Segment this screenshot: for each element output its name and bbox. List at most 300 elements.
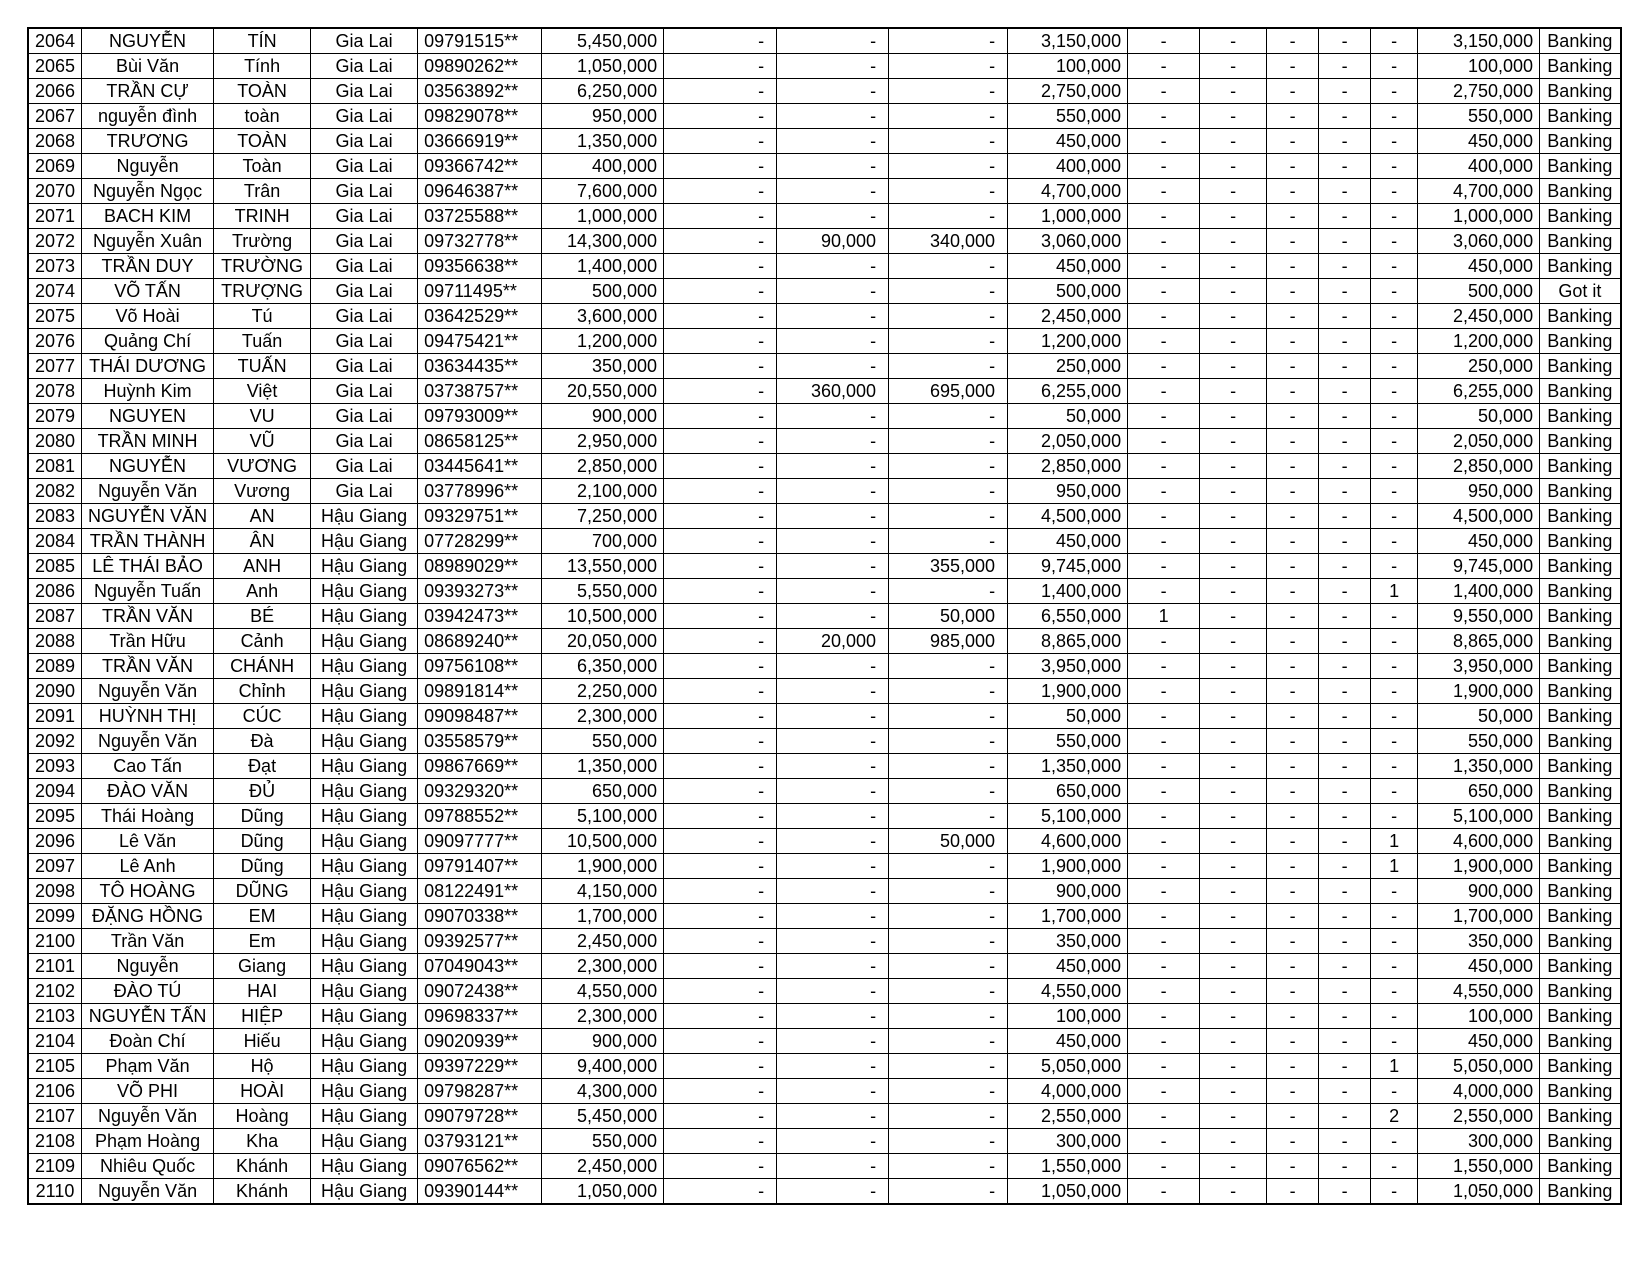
amount-cell: 5,550,000 — [542, 579, 664, 604]
col-i-cell: - — [889, 79, 1008, 104]
row-number-cell: 2079 — [28, 404, 82, 429]
col-g-cell: - — [664, 304, 777, 329]
col-g-cell: - — [664, 1104, 777, 1129]
given-name-cell: HIỆP — [214, 1004, 311, 1029]
flag-1-cell: - — [1128, 954, 1200, 979]
flag-3-cell: - — [1267, 204, 1319, 229]
row-number-cell: 2087 — [28, 604, 82, 629]
flag-2-cell: - — [1200, 479, 1267, 504]
row-number-cell: 2097 — [28, 854, 82, 879]
flag-1-cell: - — [1128, 179, 1200, 204]
flag-5-cell: - — [1371, 279, 1418, 304]
province-cell: Hậu Giang — [311, 1004, 418, 1029]
flag-1-cell: - — [1128, 629, 1200, 654]
flag-5-cell: - — [1371, 179, 1418, 204]
flag-1-cell: - — [1128, 1179, 1200, 1205]
col-h-cell: - — [777, 779, 889, 804]
surname-cell: VÕ TẤN — [82, 279, 214, 304]
flag-2-cell: - — [1200, 1004, 1267, 1029]
total-cell: 5,050,000 — [1418, 1054, 1540, 1079]
paid-cell: 450,000 — [1008, 129, 1128, 154]
col-h-cell: - — [777, 354, 889, 379]
surname-cell: TRẦN CỰ — [82, 79, 214, 104]
amount-cell: 13,550,000 — [542, 554, 664, 579]
flag-1-cell: - — [1128, 504, 1200, 529]
flag-4-cell: - — [1319, 729, 1371, 754]
flag-3-cell: - — [1267, 404, 1319, 429]
phone-cell: 09798287** — [418, 1079, 542, 1104]
col-h-cell: - — [777, 904, 889, 929]
paid-cell: 50,000 — [1008, 404, 1128, 429]
flag-4-cell: - — [1319, 579, 1371, 604]
flag-1-cell: - — [1128, 904, 1200, 929]
table-row — [28, 879, 1621, 904]
province-cell: Gia Lai — [311, 454, 418, 479]
method-cell: Banking — [1540, 1029, 1621, 1054]
flag-5-cell: - — [1371, 779, 1418, 804]
row-number-cell: 2099 — [28, 904, 82, 929]
total-cell: 4,700,000 — [1418, 179, 1540, 204]
amount-cell: 950,000 — [542, 104, 664, 129]
province-cell: Hậu Giang — [311, 654, 418, 679]
given-name-cell: Toàn — [214, 154, 311, 179]
col-h-cell: - — [777, 854, 889, 879]
total-cell: 1,400,000 — [1418, 579, 1540, 604]
table-row — [28, 979, 1621, 1004]
province-cell: Hậu Giang — [311, 1154, 418, 1179]
given-name-cell: TRINH — [214, 204, 311, 229]
table-row — [28, 479, 1621, 504]
flag-1-cell: - — [1128, 679, 1200, 704]
province-cell: Hậu Giang — [311, 579, 418, 604]
row-number-cell: 2069 — [28, 154, 82, 179]
flag-4-cell: - — [1319, 454, 1371, 479]
row-number-cell: 2098 — [28, 879, 82, 904]
table-row — [28, 804, 1621, 829]
col-g-cell: - — [664, 154, 777, 179]
province-cell: Gia Lai — [311, 179, 418, 204]
flag-5-cell: - — [1371, 729, 1418, 754]
table-row — [28, 954, 1621, 979]
row-number-cell: 2104 — [28, 1029, 82, 1054]
given-name-cell: ÂN — [214, 529, 311, 554]
table-row — [28, 754, 1621, 779]
method-cell: Banking — [1540, 604, 1621, 629]
surname-cell: Nguyễn Văn — [82, 729, 214, 754]
table-row — [28, 729, 1621, 754]
given-name-cell: Em — [214, 929, 311, 954]
surname-cell: Phạm Hoàng — [82, 1129, 214, 1154]
flag-4-cell: - — [1319, 779, 1371, 804]
total-cell: 5,100,000 — [1418, 804, 1540, 829]
surname-cell: Huỳnh Kim — [82, 379, 214, 404]
col-g-cell: - — [664, 1179, 777, 1205]
col-g-cell: - — [664, 779, 777, 804]
amount-cell: 2,100,000 — [542, 479, 664, 504]
flag-5-cell: - — [1371, 1079, 1418, 1104]
total-cell: 450,000 — [1418, 254, 1540, 279]
phone-cell: 09867669** — [418, 754, 542, 779]
amount-cell: 2,850,000 — [542, 454, 664, 479]
col-g-cell: - — [664, 54, 777, 79]
given-name-cell: toàn — [214, 104, 311, 129]
flag-4-cell: - — [1319, 1104, 1371, 1129]
flag-5-cell: - — [1371, 504, 1418, 529]
flag-3-cell: - — [1267, 954, 1319, 979]
total-cell: 1,900,000 — [1418, 679, 1540, 704]
surname-cell: Trần Văn — [82, 929, 214, 954]
flag-1-cell: - — [1128, 379, 1200, 404]
flag-4-cell: - — [1319, 754, 1371, 779]
flag-4-cell: - — [1319, 879, 1371, 904]
flag-5-cell: - — [1371, 1004, 1418, 1029]
col-g-cell: - — [664, 554, 777, 579]
flag-4-cell: - — [1319, 1054, 1371, 1079]
province-cell: Gia Lai — [311, 28, 418, 54]
flag-4-cell: - — [1319, 929, 1371, 954]
flag-4-cell: - — [1319, 104, 1371, 129]
flag-2-cell: - — [1200, 804, 1267, 829]
total-cell: 100,000 — [1418, 54, 1540, 79]
paid-cell: 9,745,000 — [1008, 554, 1128, 579]
phone-cell: 09356638** — [418, 254, 542, 279]
flag-2-cell: - — [1200, 329, 1267, 354]
col-i-cell: - — [889, 1029, 1008, 1054]
flag-2-cell: - — [1200, 929, 1267, 954]
province-cell: Gia Lai — [311, 279, 418, 304]
given-name-cell: TOÀN — [214, 129, 311, 154]
table-row — [28, 354, 1621, 379]
col-h-cell: - — [777, 179, 889, 204]
flag-2-cell: - — [1200, 579, 1267, 604]
flag-5-cell: - — [1371, 704, 1418, 729]
flag-2-cell: - — [1200, 129, 1267, 154]
col-h-cell: - — [777, 979, 889, 1004]
table-row — [28, 629, 1621, 654]
col-g-cell: - — [664, 604, 777, 629]
flag-1-cell: - — [1128, 154, 1200, 179]
flag-3-cell: - — [1267, 129, 1319, 154]
amount-cell: 7,250,000 — [542, 504, 664, 529]
province-cell: Hậu Giang — [311, 554, 418, 579]
col-h-cell: - — [777, 154, 889, 179]
col-g-cell: - — [664, 479, 777, 504]
col-g-cell: - — [664, 1054, 777, 1079]
col-g-cell: - — [664, 979, 777, 1004]
col-g-cell: - — [664, 354, 777, 379]
col-g-cell: - — [664, 379, 777, 404]
flag-3-cell: - — [1267, 679, 1319, 704]
total-cell: 3,150,000 — [1418, 28, 1540, 54]
flag-2-cell: - — [1200, 904, 1267, 929]
flag-3-cell: - — [1267, 304, 1319, 329]
row-number-cell: 2084 — [28, 529, 82, 554]
paid-cell: 4,700,000 — [1008, 179, 1128, 204]
col-g-cell: - — [664, 279, 777, 304]
table-row — [28, 704, 1621, 729]
col-h-cell: - — [777, 304, 889, 329]
phone-cell: 09070338** — [418, 904, 542, 929]
col-g-cell: - — [664, 179, 777, 204]
flag-1-cell: - — [1128, 854, 1200, 879]
col-g-cell: - — [664, 1004, 777, 1029]
flag-3-cell: - — [1267, 929, 1319, 954]
col-i-cell: - — [889, 1079, 1008, 1104]
method-cell: Banking — [1540, 679, 1621, 704]
table-row — [28, 929, 1621, 954]
total-cell: 400,000 — [1418, 154, 1540, 179]
flag-5-cell: - — [1371, 754, 1418, 779]
amount-cell: 20,050,000 — [542, 629, 664, 654]
province-cell: Gia Lai — [311, 329, 418, 354]
col-i-cell: - — [889, 704, 1008, 729]
flag-3-cell: - — [1267, 804, 1319, 829]
col-h-cell: - — [777, 329, 889, 354]
flag-5-cell: 1 — [1371, 829, 1418, 854]
col-h-cell: - — [777, 929, 889, 954]
row-number-cell: 2070 — [28, 179, 82, 204]
flag-2-cell: - — [1200, 279, 1267, 304]
flag-4-cell: - — [1319, 404, 1371, 429]
province-cell: Hậu Giang — [311, 629, 418, 654]
table-row — [28, 554, 1621, 579]
flag-1-cell: - — [1128, 254, 1200, 279]
surname-cell: Nguyễn — [82, 154, 214, 179]
col-i-cell: - — [889, 1179, 1008, 1205]
method-cell: Banking — [1540, 379, 1621, 404]
col-g-cell: - — [664, 454, 777, 479]
col-h-cell: - — [777, 1079, 889, 1104]
paid-cell: 6,550,000 — [1008, 604, 1128, 629]
given-name-cell: EM — [214, 904, 311, 929]
given-name-cell: Trường — [214, 229, 311, 254]
col-g-cell: - — [664, 829, 777, 854]
flag-1-cell: - — [1128, 1029, 1200, 1054]
flag-3-cell: - — [1267, 1054, 1319, 1079]
flag-5-cell: - — [1371, 429, 1418, 454]
paid-cell: 100,000 — [1008, 1004, 1128, 1029]
method-cell: Banking — [1540, 629, 1621, 654]
flag-1-cell: - — [1128, 1079, 1200, 1104]
province-cell: Gia Lai — [311, 479, 418, 504]
phone-cell: 09076562** — [418, 1154, 542, 1179]
phone-cell: 09329751** — [418, 504, 542, 529]
col-h-cell: - — [777, 454, 889, 479]
phone-cell: 09890262** — [418, 54, 542, 79]
table-row — [28, 1079, 1621, 1104]
amount-cell: 4,550,000 — [542, 979, 664, 1004]
flag-4-cell: - — [1319, 229, 1371, 254]
paid-cell: 1,350,000 — [1008, 754, 1128, 779]
given-name-cell: TRƯỢNG — [214, 279, 311, 304]
col-i-cell: - — [889, 529, 1008, 554]
flag-5-cell: - — [1371, 679, 1418, 704]
flag-3-cell: - — [1267, 479, 1319, 504]
flag-4-cell: - — [1319, 1004, 1371, 1029]
flag-3-cell: - — [1267, 454, 1319, 479]
table-row — [28, 454, 1621, 479]
col-h-cell: - — [777, 404, 889, 429]
col-h-cell: - — [777, 754, 889, 779]
method-cell: Banking — [1540, 179, 1621, 204]
amount-cell: 4,300,000 — [542, 1079, 664, 1104]
col-i-cell: - — [889, 479, 1008, 504]
surname-cell: Phạm Văn — [82, 1054, 214, 1079]
paid-cell: 2,550,000 — [1008, 1104, 1128, 1129]
row-number-cell: 2103 — [28, 1004, 82, 1029]
col-i-cell: - — [889, 679, 1008, 704]
flag-2-cell: - — [1200, 1179, 1267, 1205]
col-h-cell: - — [777, 279, 889, 304]
table-row — [28, 254, 1621, 279]
phone-cell: 03634435** — [418, 354, 542, 379]
flag-5-cell: - — [1371, 354, 1418, 379]
phone-cell: 09079728** — [418, 1104, 542, 1129]
surname-cell: Lê Anh — [82, 854, 214, 879]
col-h-cell: - — [777, 954, 889, 979]
surname-cell: TRẦN DUY — [82, 254, 214, 279]
amount-cell: 10,500,000 — [542, 829, 664, 854]
table-row — [28, 79, 1621, 104]
row-number-cell: 2100 — [28, 929, 82, 954]
given-name-cell: ĐỦ — [214, 779, 311, 804]
row-number-cell: 2089 — [28, 654, 82, 679]
flag-1-cell: - — [1128, 804, 1200, 829]
flag-5-cell: - — [1371, 804, 1418, 829]
flag-3-cell: - — [1267, 554, 1319, 579]
paid-cell: 3,060,000 — [1008, 229, 1128, 254]
col-h-cell: - — [777, 54, 889, 79]
flag-1-cell: - — [1128, 879, 1200, 904]
col-h-cell: - — [777, 554, 889, 579]
flag-3-cell: - — [1267, 879, 1319, 904]
col-h-cell: - — [777, 1179, 889, 1205]
total-cell: 4,500,000 — [1418, 504, 1540, 529]
surname-cell: Quảng Chí — [82, 329, 214, 354]
total-cell: 450,000 — [1418, 129, 1540, 154]
paid-cell: 4,000,000 — [1008, 1079, 1128, 1104]
row-number-cell: 2092 — [28, 729, 82, 754]
flag-2-cell: - — [1200, 954, 1267, 979]
paid-cell: 8,865,000 — [1008, 629, 1128, 654]
col-h-cell: - — [777, 129, 889, 154]
method-cell: Banking — [1540, 254, 1621, 279]
surname-cell: TRƯƠNG — [82, 129, 214, 154]
table-row — [28, 1104, 1621, 1129]
paid-cell: 950,000 — [1008, 479, 1128, 504]
row-number-cell: 2064 — [28, 28, 82, 54]
surname-cell: NGUYỄN VĂN — [82, 504, 214, 529]
row-number-cell: 2096 — [28, 829, 82, 854]
method-cell: Banking — [1540, 79, 1621, 104]
flag-3-cell: - — [1267, 179, 1319, 204]
col-g-cell: - — [664, 129, 777, 154]
col-i-cell: - — [889, 254, 1008, 279]
surname-cell: HUỲNH THỊ — [82, 704, 214, 729]
total-cell: 50,000 — [1418, 704, 1540, 729]
row-number-cell: 2101 — [28, 954, 82, 979]
amount-cell: 2,450,000 — [542, 929, 664, 954]
table-row — [28, 1154, 1621, 1179]
table-row — [28, 904, 1621, 929]
total-cell: 900,000 — [1418, 879, 1540, 904]
total-cell: 1,900,000 — [1418, 854, 1540, 879]
paid-cell: 450,000 — [1008, 954, 1128, 979]
total-cell: 3,060,000 — [1418, 229, 1540, 254]
flag-1-cell: - — [1128, 929, 1200, 954]
given-name-cell: CHÁNH — [214, 654, 311, 679]
paid-cell: 5,050,000 — [1008, 1054, 1128, 1079]
method-cell: Banking — [1540, 404, 1621, 429]
surname-cell: NGUYỄN — [82, 28, 214, 54]
col-h-cell: - — [777, 28, 889, 54]
given-name-cell: Hộ — [214, 1054, 311, 1079]
paid-cell: 450,000 — [1008, 1029, 1128, 1054]
phone-cell: 07049043** — [418, 954, 542, 979]
flag-4-cell: - — [1319, 204, 1371, 229]
col-g-cell: - — [664, 529, 777, 554]
flag-4-cell: - — [1319, 604, 1371, 629]
province-cell: Gia Lai — [311, 254, 418, 279]
col-i-cell: - — [889, 179, 1008, 204]
table-row — [28, 654, 1621, 679]
col-i-cell: - — [889, 28, 1008, 54]
flag-5-cell: - — [1371, 1029, 1418, 1054]
amount-cell: 1,700,000 — [542, 904, 664, 929]
row-number-cell: 2093 — [28, 754, 82, 779]
phone-cell: 09791515** — [418, 28, 542, 54]
paid-cell: 1,400,000 — [1008, 579, 1128, 604]
flag-3-cell: - — [1267, 379, 1319, 404]
flag-1-cell: - — [1128, 129, 1200, 154]
phone-cell: 08122491** — [418, 879, 542, 904]
phone-cell: 09390144** — [418, 1179, 542, 1205]
col-i-cell: - — [889, 1004, 1008, 1029]
flag-2-cell: - — [1200, 304, 1267, 329]
col-i-cell: - — [889, 1104, 1008, 1129]
given-name-cell: Anh — [214, 579, 311, 604]
flag-2-cell: - — [1200, 754, 1267, 779]
province-cell: Hậu Giang — [311, 1179, 418, 1205]
phone-cell: 03445641** — [418, 454, 542, 479]
col-i-cell: - — [889, 654, 1008, 679]
surname-cell: TÔ HOÀNG — [82, 879, 214, 904]
flag-1-cell: - — [1128, 404, 1200, 429]
total-cell: 1,200,000 — [1418, 329, 1540, 354]
amount-cell: 350,000 — [542, 354, 664, 379]
flag-5-cell: - — [1371, 329, 1418, 354]
amount-cell: 4,150,000 — [542, 879, 664, 904]
surname-cell: TRẦN THÀNH — [82, 529, 214, 554]
col-i-cell: - — [889, 879, 1008, 904]
flag-4-cell: - — [1319, 479, 1371, 504]
given-name-cell: Việt — [214, 379, 311, 404]
province-cell: Hậu Giang — [311, 779, 418, 804]
flag-2-cell: - — [1200, 229, 1267, 254]
paid-cell: 4,600,000 — [1008, 829, 1128, 854]
flag-2-cell: - — [1200, 404, 1267, 429]
flag-2-cell: - — [1200, 204, 1267, 229]
paid-cell: 6,255,000 — [1008, 379, 1128, 404]
flag-5-cell: 1 — [1371, 1054, 1418, 1079]
method-cell: Banking — [1540, 879, 1621, 904]
paid-cell: 1,550,000 — [1008, 1154, 1128, 1179]
phone-cell: 03563892** — [418, 79, 542, 104]
given-name-cell: TOÀN — [214, 79, 311, 104]
flag-5-cell: - — [1371, 204, 1418, 229]
flag-4-cell: - — [1319, 54, 1371, 79]
province-cell: Gia Lai — [311, 104, 418, 129]
